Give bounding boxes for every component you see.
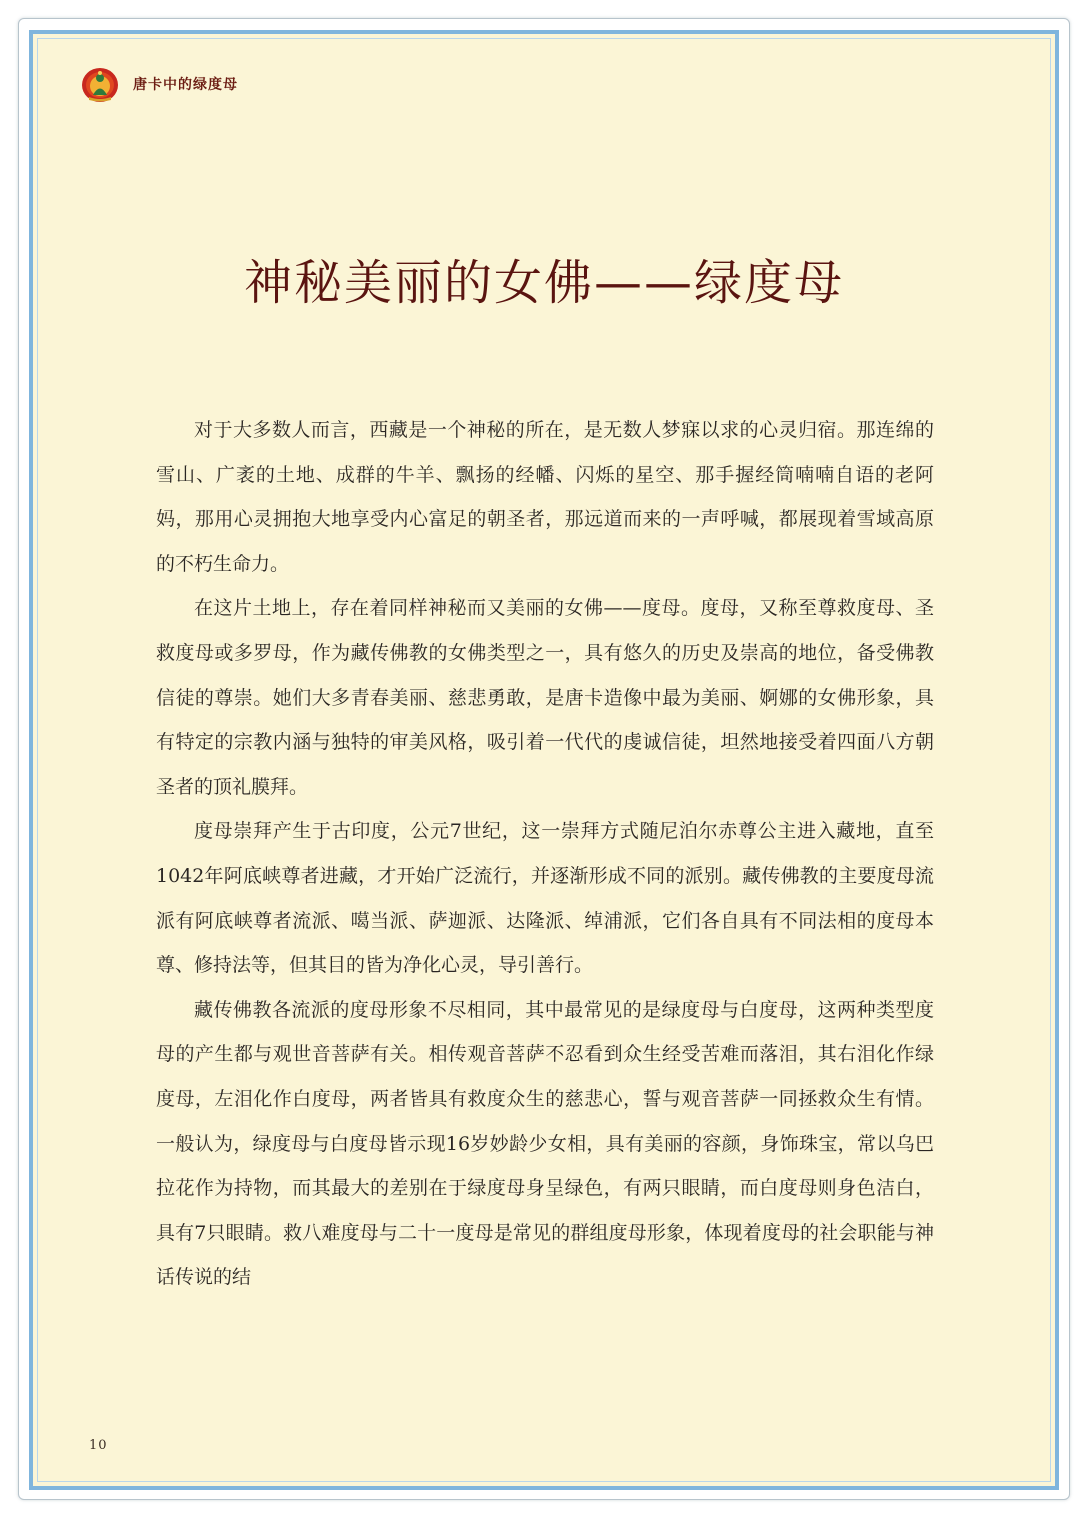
header-title: 唐卡中的绿度母 — [133, 77, 238, 93]
paragraph: 在这片土地上，存在着同样神秘而又美丽的女佛——度母。度母，又称至尊救度母、圣救度母或多罗母，作为藏传佛教的女佛类型之一，具有悠久的历史及崇高的地位，备受佛教信徒的尊崇。她们大多青春美丽、慈悲勇敢，是唐卡造像中最为美丽、婀娜的女佛形象，具有特定的宗教内涵与独特的审美风格，吸引着一代代的虔诚信徒，坦然地接受着四面八方朝圣者的顶礼膜拜。 — [156, 597, 934, 798]
book-page — [29, 30, 1059, 1490]
page-number: 10 — [89, 1438, 108, 1453]
paragraph: 度母崇拜产生于古印度，公元7世纪，这一崇拜方式随尼泊尔赤尊公主进入藏地，直至1042年阿底峡尊者进藏，才开始广泛流行，并逐渐形成不同的派别。藏传佛教的主要度母流派有阿底峡尊者流派、噶当派、萨迦派、达隆派、绰浦派，它们各自具有不同法相的度母本尊、修持法等，但其目的皆为净化心灵，导引善行。 — [156, 820, 934, 977]
running-header — [81, 64, 238, 104]
page-title: 神秘美丽的女佛——绿度母 — [243, 255, 844, 311]
article-body — [156, 408, 934, 1300]
paragraph: 藏传佛教各流派的度母形象不尽相同，其中最常见的是绿度母与白度母，这两种类型度母的产生都与观世音菩萨有关。相传观音菩萨不忍看到众生经受苦难而落泪，其右泪化作绿度母，左泪化作白度母，两者皆具有救度众生的慈悲心，誓与观音菩萨一同拯救众生有情。一般认为，绿度母与白度母皆示现16岁妙龄少女相，具有美丽的容颜，身饰珠宝，常以乌巴拉花作为持物，而其最大的差别在于绿度母身呈绿色，有两只眼睛，而白度母则身色洁白，具有7只眼睛。救八难度母与二十一度母是常见的群组度母形象，体现着度母的社会职能与神话传说的结 — [156, 998, 934, 1289]
green-tara-emblem-icon — [81, 65, 119, 103]
paragraph: 对于大多数人而言，西藏是一个神秘的所在，是无数人梦寐以求的心灵归宿。那连绵的雪山、广袤的土地、成群的牛羊、飘扬的经幡、闪烁的星空、那手握经筒喃喃自语的老阿妈，那用心灵拥抱大地享受内心富足的朝圣者，那远道而来的一声呼喊，都展现着雪域高原的不朽生命力。 — [156, 419, 934, 575]
